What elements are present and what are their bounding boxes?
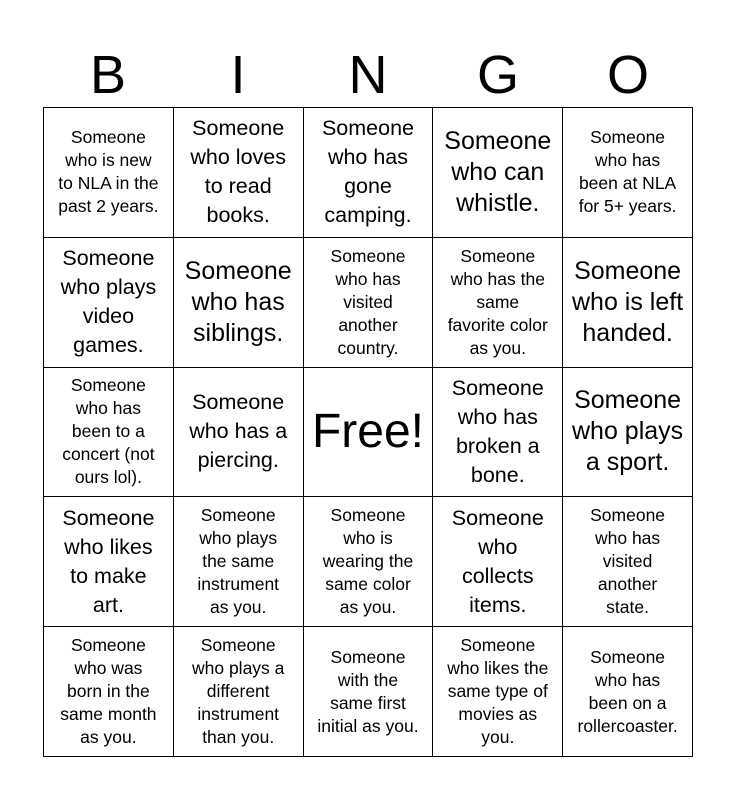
bingo-cell[interactable]	[563, 627, 693, 757]
cell-text: Someone who plays a sport.	[572, 386, 684, 477]
bingo-cell[interactable]	[563, 368, 693, 498]
bingo-cell[interactable]	[433, 368, 563, 498]
header-letter-n: N	[348, 45, 388, 105]
bingo-cell[interactable]	[44, 368, 174, 498]
bingo-cell[interactable]	[304, 497, 434, 627]
bingo-cell[interactable]	[44, 238, 174, 368]
cell-text: Someone who has been at NLA for 5+ years.	[578, 127, 677, 217]
bingo-board	[43, 107, 693, 757]
cell-text: Someone with the same first initial as you.	[317, 646, 419, 736]
bingo-cell[interactable]	[304, 627, 434, 757]
bingo-cell[interactable]	[563, 108, 693, 238]
bingo-cell[interactable]	[304, 238, 434, 368]
bingo-cell[interactable]	[433, 108, 563, 238]
cell-text: Someone who likes the same type of movies as you.	[447, 635, 549, 748]
bingo-cell[interactable]	[44, 108, 174, 238]
cell-text: Someone who has been to a concert (not ours lol).	[62, 375, 155, 488]
cell-text: Someone who has been on a rollercoaster.	[577, 646, 678, 736]
cell-text: Someone who can whistle.	[444, 126, 552, 217]
bingo-cell[interactable]	[174, 497, 304, 627]
bingo-cell[interactable]	[433, 497, 563, 627]
bingo-cell[interactable]	[44, 497, 174, 627]
cell-text: Someone who has visited another state.	[590, 505, 666, 618]
cell-text: Someone who has visited another country.	[330, 245, 406, 358]
bingo-header	[43, 44, 693, 106]
header-letter-b: B	[89, 45, 127, 105]
free-space-cell[interactable]	[304, 368, 434, 498]
cell-text: Someone who has gone camping.	[321, 116, 415, 228]
bingo-cell[interactable]	[174, 368, 304, 498]
bingo-cell[interactable]	[174, 108, 304, 238]
cell-text: Someone who has a piercing.	[189, 390, 288, 473]
cell-text: Someone who was born in the same month as you.	[60, 635, 157, 748]
bingo-cell[interactable]	[174, 627, 304, 757]
cell-text: Someone who is left handed.	[572, 256, 684, 347]
bingo-cell[interactable]	[433, 627, 563, 757]
cell-text: Someone who is new to NLA in the past 2 years.	[58, 127, 159, 217]
cell-text: Someone who plays the same instrument as you.	[197, 505, 280, 618]
cell-text: Someone who plays video games.	[60, 246, 157, 358]
bingo-cell[interactable]	[304, 108, 434, 238]
header-letter-i: I	[230, 45, 246, 105]
bingo-cell[interactable]	[44, 627, 174, 757]
cell-text: Someone who has siblings.	[184, 256, 292, 347]
cell-text: Someone who has broken a bone.	[451, 375, 544, 487]
cell-text: Someone who loves to read books.	[190, 116, 286, 228]
bingo-cell[interactable]	[174, 238, 304, 368]
cell-text: Someone who collects items.	[451, 505, 544, 617]
cell-text: Someone who plays a different instrument than you.	[191, 635, 285, 748]
cell-text: Someone who is wearing the same color as you.	[322, 505, 414, 618]
cell-text: Someone who has the same favorite color as you.	[447, 245, 548, 358]
cell-text: Someone who likes to make art.	[62, 505, 155, 617]
bingo-cell[interactable]	[433, 238, 563, 368]
bingo-cell[interactable]	[563, 238, 693, 368]
bingo-cell[interactable]	[563, 497, 693, 627]
header-letter-g: G	[476, 45, 519, 105]
free-space-label: Free!	[311, 404, 424, 458]
header-letter-o: O	[606, 45, 649, 105]
